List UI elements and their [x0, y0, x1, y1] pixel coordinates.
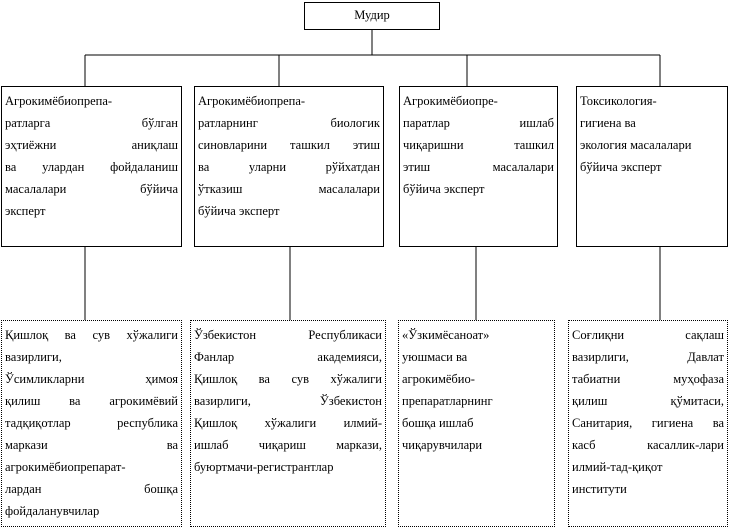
text-line: Қишлоқ хўжалиги илмий-: [194, 416, 382, 430]
partner-box-2: [190, 320, 386, 527]
text-line: ишлаб чиқариш маркази,: [194, 438, 382, 452]
text-line: қилиш ва агрокимёвий: [5, 394, 178, 408]
expert-box-3: [399, 86, 558, 247]
text-line: эҳтиёжни аниқлаш: [5, 138, 178, 152]
partner-text-1: [5, 324, 178, 522]
text-line: Агрокимёбиопре-: [403, 94, 498, 108]
text-line: ва улардан фойдаланиш: [5, 160, 178, 174]
text-line: тадқиқотлар республика: [5, 416, 178, 430]
expert-box-4: [576, 86, 728, 247]
partner-text-4: [572, 324, 724, 500]
text-line: чиқарувчилари: [402, 438, 483, 452]
expert-text-4: [580, 90, 724, 178]
text-line: уюшмаси ва: [402, 350, 468, 364]
text-line: Агрокимёбиопрепа-: [198, 94, 306, 108]
text-line: этиш масалалари: [403, 160, 554, 174]
partner-text-3: [402, 324, 551, 456]
director-box: [304, 2, 440, 30]
text-line: илмий-тад-қиқот: [572, 460, 663, 474]
text-line: Соғлиқни сақлаш: [572, 328, 724, 342]
partner-box-3: [398, 320, 555, 527]
text-line: ва уларни рўйхатдан: [198, 160, 380, 174]
text-line: Қишлоқ ва сув хўжалиги: [5, 328, 178, 342]
text-line: синовларини ташкил этиш: [198, 138, 380, 152]
text-line: агрокимёбио-: [402, 372, 475, 386]
partner-box-4: [568, 320, 728, 527]
expert-box-1: [1, 86, 182, 247]
text-line: касб касаллик-лари: [572, 438, 724, 452]
text-line: Ўзбекистон Республикаси: [194, 328, 382, 342]
expert-box-2: [194, 86, 384, 247]
text-line: Фанлар академияси,: [194, 350, 382, 364]
partner-box-1: [1, 320, 182, 527]
text-line: бўйича эксперт: [580, 160, 662, 174]
text-line: вазирлиги,: [5, 350, 62, 364]
text-line: ўтказиш масалалари: [198, 182, 380, 196]
expert-text-3: [403, 90, 554, 200]
text-line: лардан бошқа: [5, 482, 178, 496]
text-line: Санитария, гигиена ва: [572, 416, 724, 430]
text-line: бўйича эксперт: [403, 182, 485, 196]
text-line: ратларга бўлган: [5, 116, 178, 130]
text-line: масалалари бўйича: [5, 182, 178, 196]
text-line: вазирлиги, Ўзбекистон: [194, 394, 382, 408]
text-line: қилиш қўмитаси,: [572, 394, 724, 408]
text-line: Қишлоқ ва сув хўжалиги: [194, 372, 382, 386]
text-line: буюртмачи-регистрантлар: [194, 460, 334, 474]
text-line: эксперт: [5, 204, 46, 218]
director-label: Мудир: [354, 8, 390, 22]
text-line: маркази ва: [5, 438, 178, 452]
text-line: табиатни муҳофаза: [572, 372, 724, 386]
text-line: ратларнинг биологик: [198, 116, 380, 130]
text-line: Ўсимликларни ҳимоя: [5, 372, 178, 386]
text-line: бошқа ишлаб: [402, 416, 474, 430]
text-line: вазирлиги, Давлат: [572, 350, 724, 364]
text-line: «Ўзкимёсаноат»: [402, 328, 490, 342]
text-line: агрокимёбиопрепарат-: [5, 460, 126, 474]
text-line: препаратларнинг: [402, 394, 493, 408]
text-line: бўйича эксперт: [198, 204, 280, 218]
text-line: гигиена ва: [580, 116, 636, 130]
expert-text-1: [5, 90, 178, 222]
text-line: Агрокимёбиопрепа-: [5, 94, 113, 108]
text-line: фойдаланувчилар: [5, 504, 100, 518]
text-line: институти: [572, 482, 627, 496]
text-line: Токсикология-: [580, 94, 657, 108]
expert-text-2: [198, 90, 380, 222]
text-line: чиқаришни ташкил: [403, 138, 554, 152]
partner-text-2: [194, 324, 382, 478]
text-line: экология масалалари: [580, 138, 692, 152]
text-line: паратлар ишлаб: [403, 116, 554, 130]
